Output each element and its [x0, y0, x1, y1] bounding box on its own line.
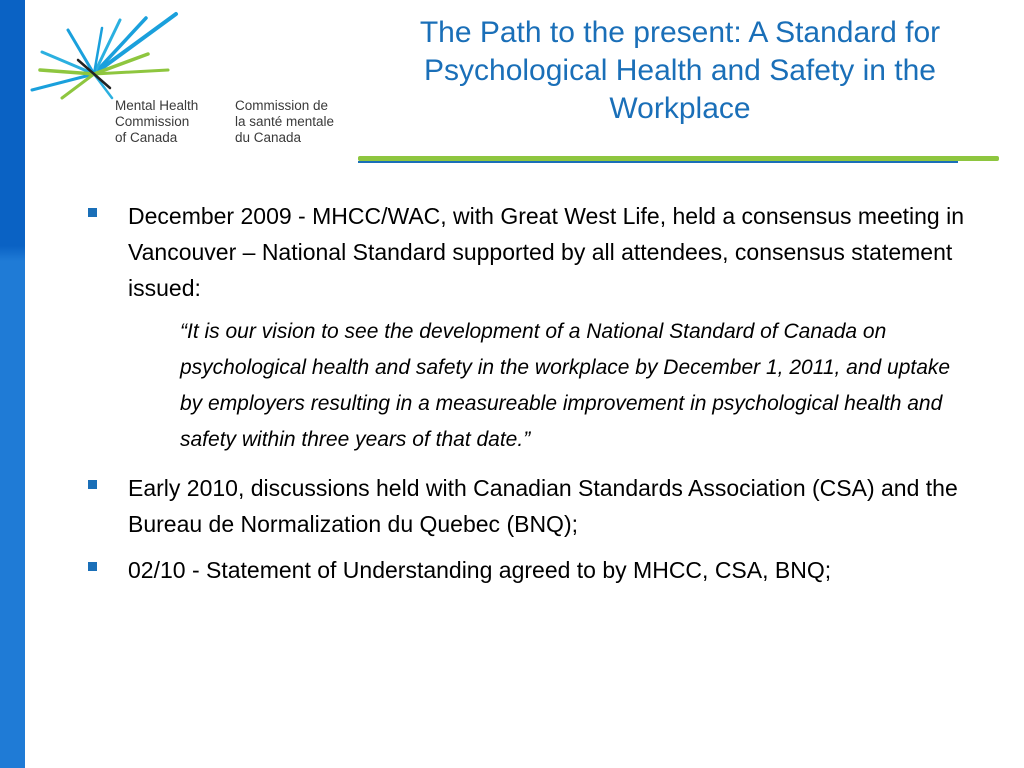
- square-bullet-icon: [88, 480, 97, 489]
- vision-quote: “It is our vision to see the development of a National Standard of Canada on psychological health and safety in the workplace by December 1, 2011, and uptake by employers resulting in a measureable improvement in psychological health and safety within three years of that date.”: [180, 320, 951, 451]
- title-divider-blue: [358, 161, 958, 163]
- bullet-item: [86, 552, 976, 588]
- logo-english-name: Mental Health Commission of Canada: [115, 98, 199, 145]
- logo-french-name: Commission de la santé mentale du Canada: [235, 98, 335, 145]
- bullet-text: 02/10 - Statement of Understanding agreed to by MHCC, CSA, BNQ;: [128, 557, 832, 583]
- slide-content: [86, 198, 976, 588]
- bullet-item: [86, 198, 976, 306]
- bullet-item: [86, 470, 976, 542]
- slide-title: The Path to the present: A Standard for Psychological Health and Safety in the Workplace: [419, 16, 941, 125]
- square-bullet-icon: [88, 562, 97, 571]
- starburst-logo-icon: [28, 10, 188, 100]
- mhcc-logo: [28, 10, 358, 155]
- square-bullet-icon: [88, 208, 97, 217]
- bullet-text: December 2009 - MHCC/WAC, with Great West Life, held a consensus meeting in Vancouver – National Standard supported by all attendees, consensus statement issued:: [128, 203, 965, 301]
- left-accent-bar: [0, 0, 25, 768]
- bullet-text: Early 2010, discussions held with Canadian Standards Association (CSA) and the Bureau de Normalization du Quebec (BNQ);: [128, 475, 958, 537]
